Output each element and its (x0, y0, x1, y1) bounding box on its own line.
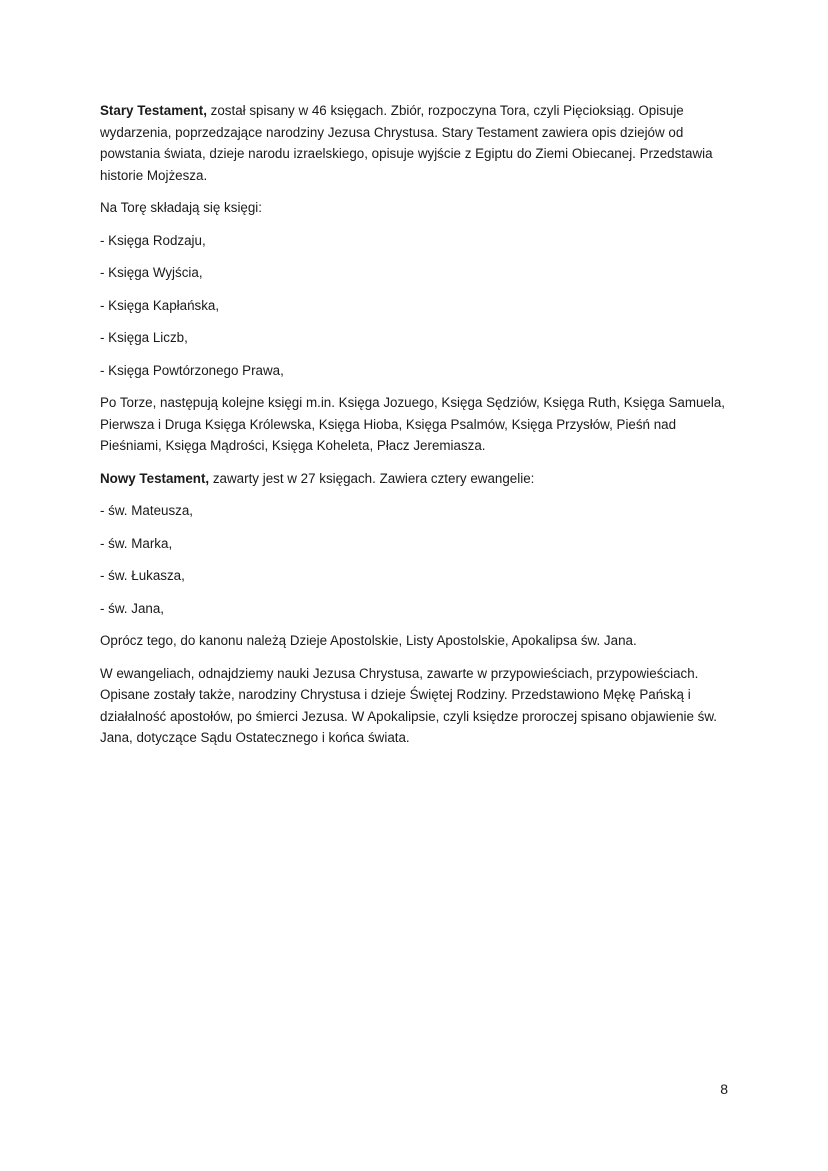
torah-book-item: - Księga Rodzaju, (100, 232, 206, 248)
old-testament-text: został spisany w 46 księgach. Zbiór, rozpoczyna Tora, czyli Pięcioksiąg. Opisuje wydarzenia, poprzedzające narodziny Jezusa Chrystusa. Stary Testament zawiera opis dziejów od powstania świata, dzieje narodu izraelskiego, opisuje wyjście z Egiptu do Ziemi Obiecanej. Przedstawia historie Mojżesza. (100, 103, 713, 183)
gospel-item: - św. Łukasza, (100, 568, 185, 583)
torah-book-item: - Księga Liczb, (100, 330, 188, 345)
gospels-description-paragraph: W ewangeliach, odnajdziemy nauki Jezusa Chrystusa, zawarte w przypowieściach, przypowieściach. Opisane zostały także, narodziny Chrystusa i dzieje Świętej Rodziny. Przedstawiono Mękę Pańską i działalność apostołów, po śmierci Jezusa. W Apokalipsie, czyli księdze proroczej spisano objawienie św. Jana, dotyczące Sądu Ostatecznego i końca świata. (100, 665, 718, 745)
new-testament-lead: Nowy Testament, (100, 470, 210, 486)
torah-book-item: - Księga Powtórzonego Prawa, (100, 362, 284, 378)
canon-paragraph: Oprócz tego, do kanonu należą Dzieje Apostolskie, Listy Apostolskie, Apokalipsa św. Jana. (100, 633, 637, 648)
torah-book-item: - Księga Kapłańska, (100, 297, 220, 313)
new-testament-paragraph (100, 468, 730, 490)
page-number: 8 (720, 1081, 728, 1097)
gospel-item: - św. Jana, (100, 600, 165, 616)
gospel-item: - św. Mateusza, (100, 503, 194, 518)
after-torah-paragraph: Po Torze, następują kolejne księgi m.in. Księga Jozuego, Księga Sędziów, Księga Ruth, Księga Samuela, Pierwsza i Druga Księga Królewska, Księga Hioba, Księga Psalmów, Księga Przysłów, Pieśń nad Pieśniami, Księga Mądrości, Księga Koheleta, Płacz Jeremiasza. (100, 395, 726, 453)
new-testament-text: zawarty jest w 27 księgach. Zawiera cztery ewangelie: (209, 470, 535, 486)
document-body (100, 100, 730, 760)
torah-intro: Na Torę składają się księgi: (100, 200, 263, 215)
torah-book-item: - Księga Wyjścia, (100, 265, 203, 280)
gospel-item: - św. Marka, (100, 535, 173, 551)
old-testament-lead: Stary Testament, (100, 103, 207, 118)
old-testament-paragraph (100, 100, 730, 186)
